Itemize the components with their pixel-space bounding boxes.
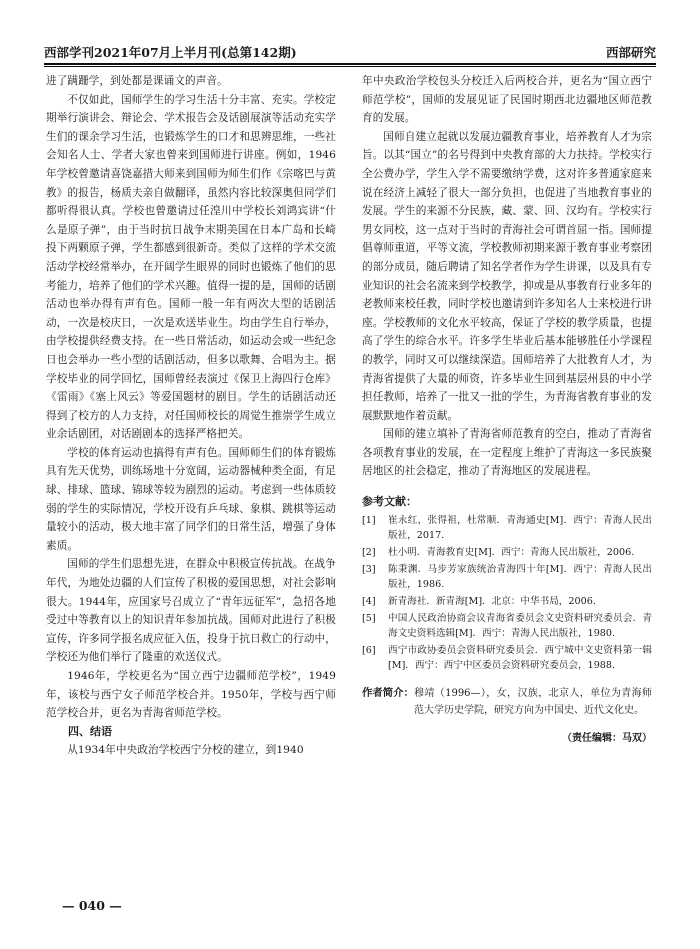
reference-number: [4] (362, 596, 376, 608)
reference-item (362, 513, 652, 543)
paragraph: 1946年，学校更名为“国立西宁边疆师范学校”，1949年，该校与西宁女子师范学校合并。1950年，学校与西宁师范学校合并，更名为青海省师范学校。 (46, 670, 336, 720)
reference-number: [1] (362, 515, 376, 527)
reference-item (362, 611, 652, 641)
paragraph: 学校的体育运动也搞得有声有色。国师师生们的体育锻炼具有先天优势，训练场地十分宽阔，运动器械种类全面，有足球、排球、篮球、锦球等较为剧烈的运动。考虑到一些体质较弱的学生的实际情况，学校开设有乒乓球、象棋、跳棋等运动量较小的活动，极大地丰富了同学们的日常生活，增强了身体素质。 (46, 446, 336, 552)
references-list (362, 513, 652, 673)
reference-text: 崔永红，张得祖，杜常顺．青海通史[M]．西宁：青海人民出版社，2017. (388, 515, 652, 542)
reference-text: 中国人民政治协商会议青海省委员会文史资料研究委员会．青海文史资料选辑[M]．西宁：青海人民出版社，1980. (388, 613, 652, 640)
right-column (362, 72, 652, 744)
paragraph: 年中央政治学校包头分校迁入后两校合并，更名为“国立西宁师范学校”，国师的发展见证了民国时期西北边疆地区师范教育的发展。 (362, 75, 652, 125)
author-label: 作者简介： (362, 687, 414, 700)
author-text: 穆靖（1996—），女，汉族，北京人，单位为青海师范大学历史学院，研究方向为中国史、近代文化史。 (413, 688, 652, 717)
paragraph: 进了蹒跚学，到处都是课诵文的声音。 (46, 75, 228, 87)
reference-item (362, 594, 652, 609)
reference-text: 杜小明．青海教育史[M]．西宁：青海人民出版社，2006. (388, 547, 635, 559)
author-bio (362, 685, 652, 719)
reference-number: [6] (362, 645, 376, 657)
reference-number: [2] (362, 547, 376, 559)
header-divider (44, 66, 656, 67)
reference-text: 陈秉渊．马步芳家族统治青海四十年[M]．西宁：青海人民出版社，1986. (388, 564, 652, 591)
references-title: 参考文献： (362, 495, 417, 509)
paragraph: 国师自建立起就以发展边疆教育事业，培养教育人才为宗旨。以其“国立”的名号得到中央教育部的大力扶持。学校实行全公费办学，学生入学不需要缴纳学费，这对许多普通家庭来说在经济上减轻了很大一部分负担，也促进了当地教育事业的发展。学生的来源不分民族，藏、蒙、回、汉均有。学校实行男女同校，这一点对于当时的青海社会可谓首屈一指。国师提倡尊师重道，平等文流，学校教师初期来源于教育事业考察团的部分成员，随后聘请了知名学者作为学生讲课，以及具有专业知识的社会名流来到学校教学，抑或是从事教育行业多年的老教师来校任教，同时学校也邀请到许多知名人士来校进行讲座。学校教师的文化水平较高，保证了学校的教学质量，也提高了学生的综合水平。许多学生毕业后基本能够胜任小学课程的教学，同时又可以继续深造。国师培养了大批教育人才，为青海省提供了大量的师资，许多毕业生回到基层州县的中小学担任教师，培养了一批又一批的学生，为青海省教育事业的发展默默地作着贡献。 (362, 130, 652, 422)
paragraph: 从1934年中央政治学校西宁分校的建立，到1940 (67, 744, 304, 757)
reference-item (362, 562, 652, 592)
paragraph: 不仅如此，国师学生的学习生活十分丰富、充实。学校定期举行演讲会、辩论会、学术报告会及话剧展演等活动充实学生们的课余学习生活，也锻炼学生的口才和思辨思维，一些社会知名人士、学者大家也曾来到国师进行讲座。例如，1946年学校曾邀请喜饶嘉措大师来到国师为师生们作《宗喀巴与黄教》的报告，杨质夫亲自做翻译，虽然内容比较深奥但同学们都听得很认真。学校也曾邀请过任湟川中学校长刘鸿宾讲“什么是原子弹”，由于当时抗日战争末期美国在日本广岛和长崎投下两颗原子弹，学生都感到很新奇。类似了这样的学术交流活动学校经常举办，在开阔学生眼界的同时也锻炼了他们的思考能力，培养了他们的学术兴趣。值得一提的是，国师的话剧活动也举办得有声有色。国师一般一年有两次大型的话剧活动，一次是校庆日，一次是欢送毕业生。均由学生自行举办，由学校提供经费支持。在一些日常活动，如运动会或一些纪念日也会举办一些小型的话剧活动，但多以歌舞、合唱为主。据学校毕业的同学回忆，国师曾经表演过《保卫上海四行仓库》《雷雨》《塞上风云》等爱国题材的剧目。学生的话剧活动还得到了校方的人力支持，对任国师校长的周觉生推崇学生成立业余话剧团，对话剧剧本的选择严格把关。 (46, 93, 336, 441)
paragraph: 国师的建立填补了青海省师范教育的空白，推动了青海省各项教育事业的发展，在一定程度上维护了青海这一多民族聚居地区的社会稳定，推动了青海地区的发展进程。 (362, 428, 652, 478)
reference-text: 新青海社．新青海[M]．北京：中华书局，2006. (388, 596, 596, 608)
reference-item (362, 643, 652, 673)
editor-credit: （责任编辑：马双） (562, 733, 652, 745)
paragraph: 国师的学生们思想先进，在群众中积极宣传抗战。在战争年代，为地处边疆的人们宣传了积极的爱国思想，对社会影响很大。1944年，应国家号召成立了“青年远征军”，急招各地受过中等教育以上的知识青年参加抗战。国师对此进行了积极宣传，许多同学报名成应征入伍，投身于抗日救亡的行动中，学校还为他们举行了隆重的欢送仪式。 (46, 558, 336, 664)
journal-title: 西部学刊2021年07月上半月刊(总第142期) (44, 45, 297, 60)
page-number: — 040 — (62, 898, 122, 913)
page-header (44, 35, 656, 65)
reference-item (362, 545, 652, 560)
reference-number: [5] (362, 613, 376, 625)
section-title: 西部研究 (605, 45, 656, 60)
reference-number: [3] (362, 564, 376, 576)
left-column (46, 72, 336, 760)
section-heading: 四、结语 (68, 724, 112, 738)
reference-text: 西宁市政协委员会资料研究委员会．西宁城中文史资料第一辑[M]．西宁：西宁中区委员会资料研究委员会，1988. (388, 645, 652, 672)
